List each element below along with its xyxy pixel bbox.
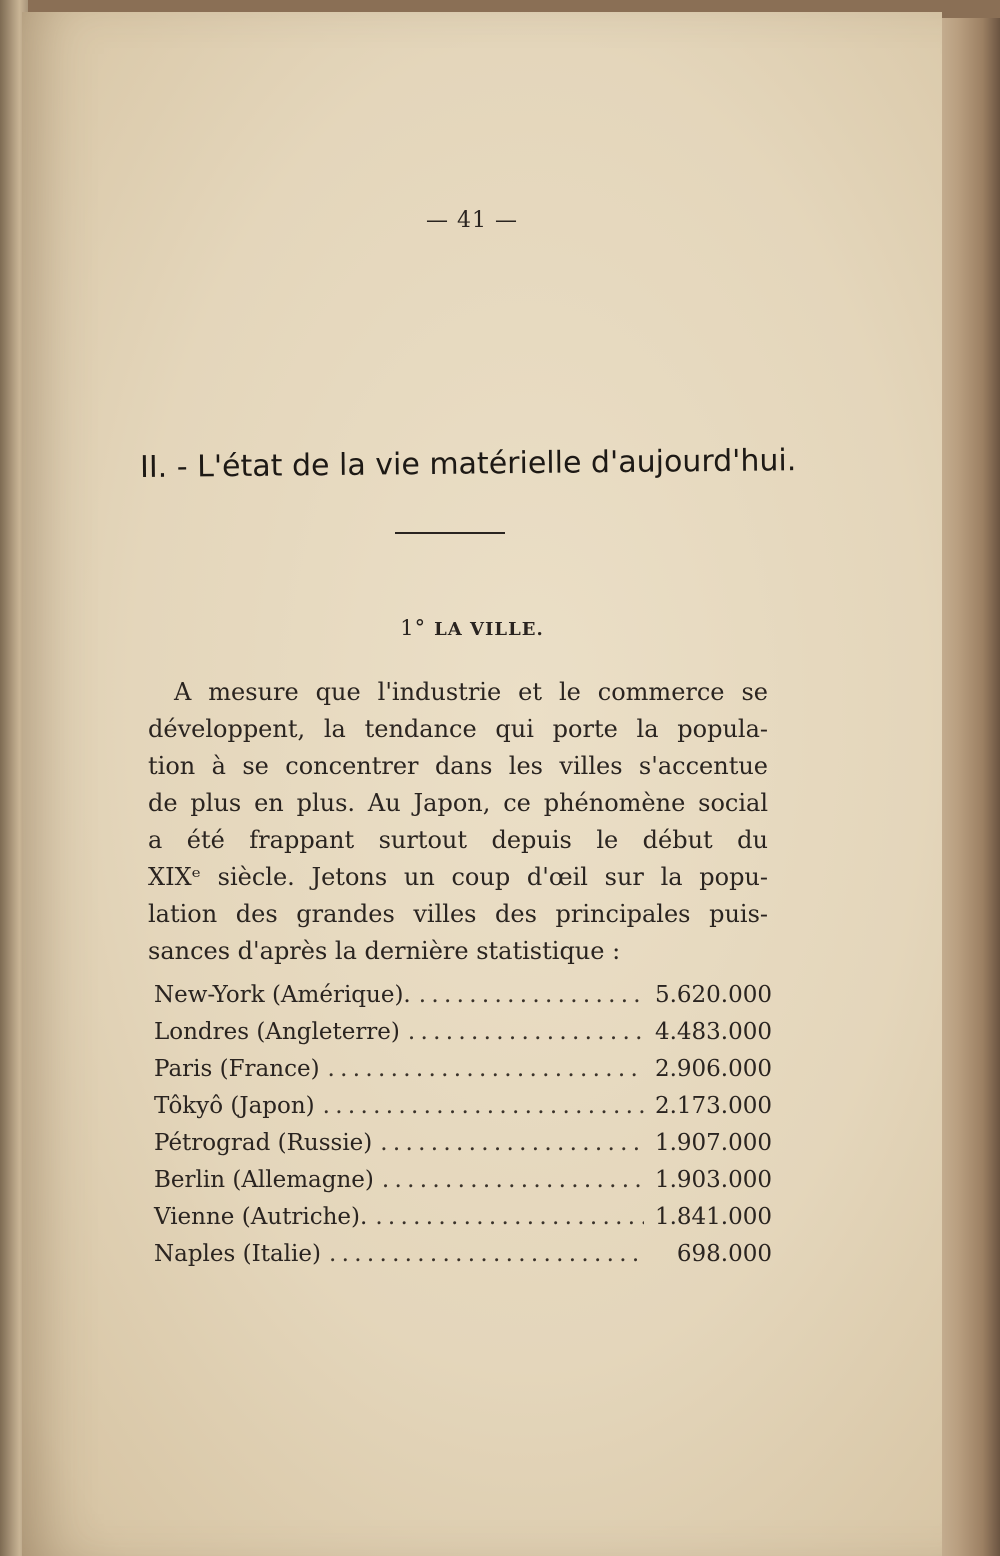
- city-name: Vienne (Autriche).: [154, 1204, 368, 1230]
- dot-leader: [328, 1056, 644, 1082]
- city-name: Paris (France): [154, 1056, 320, 1082]
- paragraph-line: de plus en plus. Au Japon, ce phénomène social: [148, 789, 768, 817]
- city-name: Naples (Italie): [154, 1241, 321, 1267]
- population-value: 1.907.000: [654, 1130, 772, 1156]
- table-row: [154, 1019, 772, 1056]
- dot-leader: [329, 1241, 644, 1267]
- dot-leader: [375, 1204, 644, 1230]
- population-value: 698.000: [676, 1241, 772, 1267]
- population-value: 1.903.000: [654, 1167, 772, 1193]
- city-name: Pétrograd (Russie): [154, 1130, 373, 1156]
- paragraph-line: XIXᵉ siècle. Jetons un coup d'œil sur la popu-: [148, 863, 768, 891]
- paragraph: [148, 674, 768, 970]
- table-row: [154, 1056, 772, 1093]
- city-name: Tôkyô (Japon): [154, 1093, 315, 1119]
- paragraph-line: tion à se concentrer dans les villes s'accentue: [148, 752, 768, 780]
- heading-rule: [395, 532, 505, 534]
- book-page: [22, 12, 942, 1556]
- dot-leader: [380, 1130, 644, 1156]
- paragraph-line: développent, la tendance qui porte la popula-: [148, 715, 768, 743]
- table-row: [154, 1241, 772, 1278]
- population-value: 1.841.000: [654, 1204, 772, 1230]
- subsection-ordinal: 1°: [400, 616, 427, 640]
- city-name: New-York (Amérique).: [154, 982, 411, 1008]
- population-table: [154, 982, 772, 1278]
- city-name: Londres (Angleterre): [154, 1019, 400, 1045]
- population-value: 4.483.000: [654, 1019, 772, 1045]
- paragraph-line: a été frappant surtout depuis le début du: [148, 826, 768, 854]
- dot-leader: [408, 1019, 644, 1045]
- city-name: Berlin (Allemagne): [154, 1167, 374, 1193]
- dot-leader: [419, 982, 644, 1008]
- population-value: 5.620.000: [654, 982, 772, 1008]
- subsection-title: LA VILLE.: [434, 619, 544, 640]
- table-row: [154, 982, 772, 1019]
- population-value: 2.173.000: [654, 1093, 772, 1119]
- dot-leader: [382, 1167, 644, 1193]
- dot-leader: [323, 1093, 644, 1119]
- paragraph-line: A mesure que l'industrie et le commerce se: [174, 678, 768, 706]
- paragraph-line: lation des grandes villes des principales puis-: [148, 900, 768, 928]
- table-row: [154, 1093, 772, 1130]
- paragraph-line: sances d'après la dernière statistique :: [148, 937, 621, 965]
- population-value: 2.906.000: [654, 1056, 772, 1082]
- table-row: [154, 1204, 772, 1241]
- table-row: [154, 1167, 772, 1204]
- table-row: [154, 1130, 772, 1167]
- section-heading: II. - L'état de la vie matérielle d'aujourd'hui.: [139, 443, 797, 485]
- page-number: — 41 —: [426, 208, 518, 233]
- subsection-heading: [22, 616, 922, 640]
